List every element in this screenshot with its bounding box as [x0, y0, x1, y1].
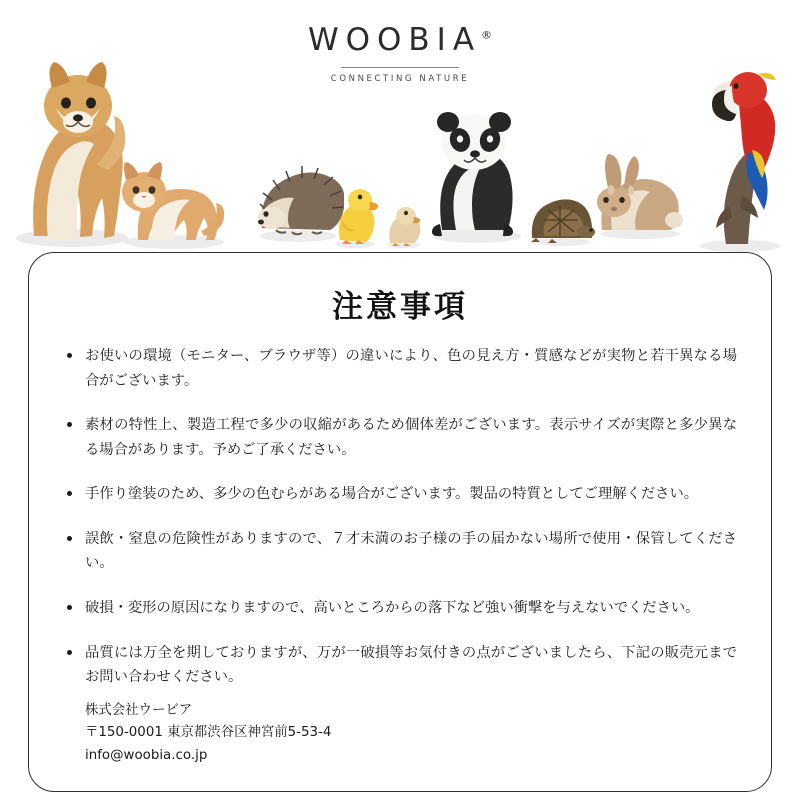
rabbit — [590, 140, 690, 240]
registered-trademark-icon: ® — [481, 28, 493, 42]
notice-title: 注意事項 — [332, 289, 468, 325]
company-email[interactable]: info@woobia.co.jp — [85, 747, 208, 763]
brand-wordmark — [308, 22, 492, 58]
company-name: 株式会社ウービア — [85, 702, 193, 718]
company-address: 〒150-0001 東京都渋谷区神宮前5-53-4 — [85, 725, 332, 741]
scarlet-macaw — [686, 56, 794, 252]
notice-card — [28, 252, 772, 792]
notice-list — [63, 344, 737, 690]
duckling — [330, 182, 380, 248]
list-item: 素材の特性上、製造工程で多少の収縮があるため個体差がございます。表示サイズが実際と多少異なる場合があります。予めご了承ください。 — [63, 413, 737, 462]
list-item: 破損・変形の原因になりますので、高いところからの落下など強い衝撃を与えないでください。 — [63, 596, 737, 621]
company-contact-block — [63, 700, 737, 768]
chick — [382, 200, 426, 248]
brand-divider — [341, 67, 459, 68]
list-item: 手作り塗装のため、多少の色むらがある場合がございます。製品の特質としてご理解ください。 — [63, 482, 737, 507]
brand-tagline: CONNECTING NATURE — [330, 74, 470, 84]
brand-wordmark-text: WOOBIA — [307, 22, 482, 58]
orange-cat — [112, 140, 232, 250]
list-item: お使いの環境（モニター、ブラウザ等）の違いにより、色の見え方・質感などが実物と若干異なる場合がございます。 — [63, 344, 737, 393]
brand-header — [0, 22, 800, 84]
list-item: 誤飲・窒息の危険性がありますので、７才未満のお子様の手の届かない場所で使用・保管してください。 — [63, 527, 737, 576]
list-item: 品質には万全を期しておりますが、万が一破損等お気付きの点がございましたら、下記の販売元までお問い合わせください。 — [63, 641, 737, 690]
tortoise — [524, 190, 598, 246]
panda — [422, 94, 532, 244]
